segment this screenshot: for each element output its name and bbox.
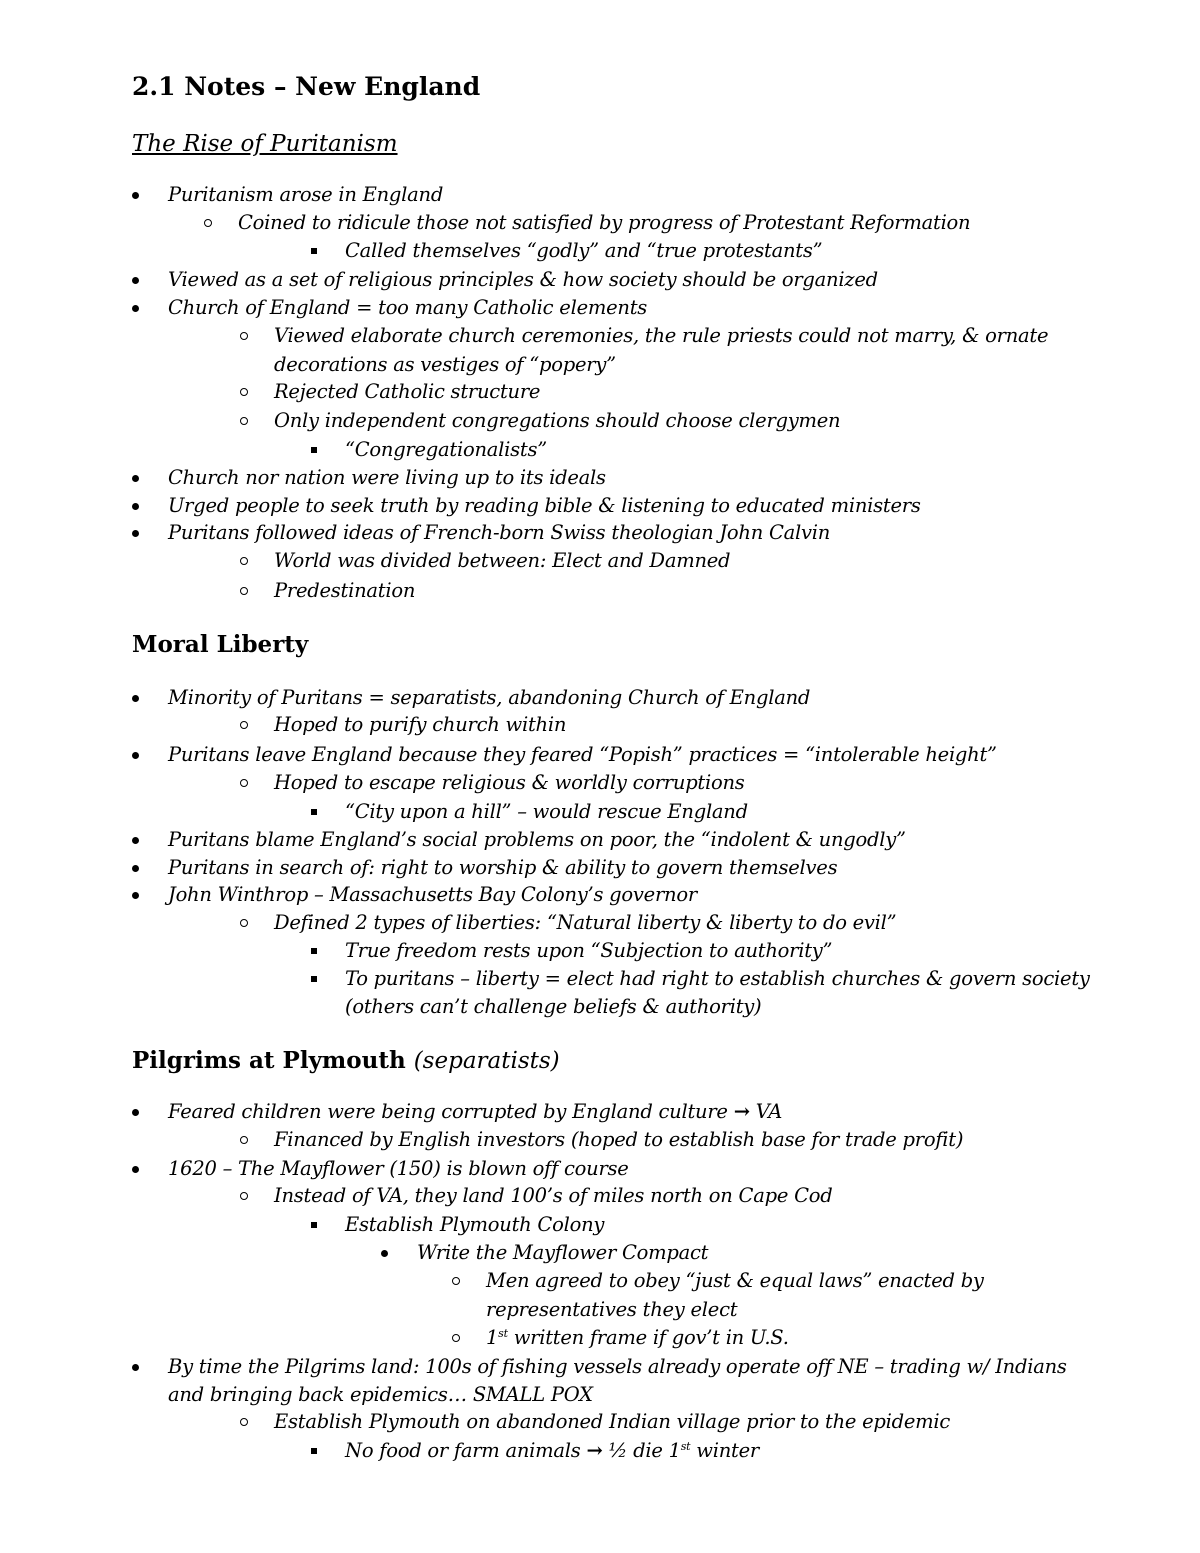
list-item-continuation: representatives they elect: [486, 1298, 738, 1321]
bullet-disc-icon: [132, 881, 154, 909]
list-item: “City upon a hill” – would rescue England: [311, 798, 748, 826]
bullet-disc-icon: [132, 1353, 154, 1381]
list-item: Puritans leave England because they feared “Popish” practices = “intolerable height”: [132, 741, 997, 769]
list-item: Feared children were being corrupted by England culture → VA: [132, 1098, 782, 1126]
list-item: Hoped to escape religious & worldly corruptions: [240, 769, 745, 797]
list-item: Establish Plymouth on abandoned Indian village prior to the epidemic: [240, 1408, 950, 1436]
bullet-disc-icon: [132, 1155, 154, 1183]
list-item: Church nor nation were living up to its ideals: [132, 464, 606, 492]
page-title: 2.1 Notes – New England: [132, 72, 481, 101]
bullet-square-icon: [311, 237, 333, 265]
list-item: Predestination: [240, 577, 415, 605]
list-item: Church of England = too many Catholic elements: [132, 294, 647, 322]
pilgrims-heading-text: Pilgrims at Plymouth: [132, 1047, 406, 1074]
bullet-circle-icon: [240, 1126, 262, 1154]
bullet-circle-icon: [240, 909, 262, 937]
bullet-square-icon: [311, 965, 333, 993]
bullet-circle-icon: [240, 711, 262, 739]
bullet-disc-icon: [132, 519, 154, 547]
list-item: Financed by English investors (hoped to establish base for trade profit): [240, 1126, 963, 1154]
list-item: Urged people to seek truth by reading bible & listening to educated ministers: [132, 492, 921, 520]
right-arrow-icon: →: [733, 1100, 750, 1123]
list-item: Puritans followed ideas of French-born Swiss theologian John Calvin: [132, 519, 830, 547]
bullet-disc-icon: [132, 464, 154, 492]
list-item: Instead of VA, they land 100’s of miles north on Cape Cod: [240, 1182, 832, 1210]
list-item: World was divided between: Elect and Damned: [240, 547, 730, 575]
list-item: Viewed as a set of religious principles & how society should be organized: [132, 266, 878, 294]
bullet-square-icon: [311, 937, 333, 965]
bullet-circle-icon: [240, 1408, 262, 1436]
bullet-disc-icon: [132, 181, 154, 209]
list-item: By time the Pilgrims land: 100s of fishing vessels already operate off NE – trading w/ Indians: [132, 1353, 1067, 1381]
bullet-circle-icon: [240, 547, 262, 575]
list-item: Viewed elaborate church ceremonies, the rule priests could not marry, & ornate: [240, 322, 1048, 350]
bullet-disc-icon: [132, 684, 154, 712]
list-item: Defined 2 types of liberties: “Natural liberty & liberty to do evil”: [240, 909, 896, 937]
bullet-disc-icon: [132, 294, 154, 322]
pilgrims-heading: [132, 1045, 560, 1077]
list-item: Coined to ridicule those not satisfied by progress of Protestant Reformation: [204, 209, 970, 237]
list-item: Establish Plymouth Colony: [311, 1211, 604, 1239]
list-item-continuation: (others can’t challenge beliefs & authority): [345, 995, 762, 1018]
bullet-disc-icon: [132, 741, 154, 769]
bullet-circle-icon: [240, 1182, 262, 1210]
list-item-continuation: and bringing back epidemics… SMALL POX: [168, 1383, 593, 1406]
list-item: Men agreed to obey “just & equal laws” enacted by: [452, 1267, 984, 1295]
bullet-square-icon: [311, 1437, 333, 1465]
list-item: “Congregationalists”: [311, 436, 547, 464]
list-item: Hoped to purify church within: [240, 711, 566, 739]
bullet-disc-icon: [132, 492, 154, 520]
bullet-circle-icon: [452, 1324, 474, 1352]
list-item: Called themselves “godly” and “true protestants”: [311, 237, 822, 265]
moral-liberty-heading: Moral Liberty: [132, 631, 309, 658]
right-arrow-icon: →: [586, 1439, 603, 1462]
list-item: Minority of Puritans = separatists, abandoning Church of England: [132, 684, 810, 712]
list-item: John Winthrop – Massachusetts Bay Colony’s governor: [132, 881, 697, 909]
list-item: Puritans blame England’s social problems on poor, the “indolent & ungodly”: [132, 826, 906, 854]
list-item: True freedom rests upon “Subjection to authority”: [311, 937, 832, 965]
bullet-circle-icon: [240, 577, 262, 605]
list-item-continuation: decorations as vestiges of “popery”: [274, 353, 616, 376]
list-item: Puritanism arose in England: [132, 181, 443, 209]
bullet-disc-icon: [132, 826, 154, 854]
list-item: 1st written frame if gov’t in U.S.: [452, 1324, 789, 1352]
bullet-circle-icon: [240, 407, 262, 435]
list-item: To puritans – liberty = elect had right to establish churches & govern society: [311, 965, 1090, 993]
bullet-square-icon: [311, 436, 333, 464]
list-item: Puritans in search of: right to worship & ability to govern themselves: [132, 854, 837, 882]
bullet-square-icon: [311, 1211, 333, 1239]
bullet-circle-icon: [240, 378, 262, 406]
bullet-disc-icon: [132, 1098, 154, 1126]
list-item: 1620 – The Mayflower (150) is blown off course: [132, 1155, 629, 1183]
bullet-circle-icon: [240, 769, 262, 797]
bullet-disc-icon: [132, 854, 154, 882]
bullet-circle-icon: [452, 1267, 474, 1295]
list-item: Only independent congregations should choose clergymen: [240, 407, 840, 435]
bullet-circle-icon: [240, 322, 262, 350]
rise-heading: The Rise of Puritanism: [132, 131, 398, 157]
bullet-disc-icon: [381, 1239, 403, 1267]
list-item: No food or farm animals → ½ die 1st winter: [311, 1437, 759, 1465]
list-item: Rejected Catholic structure: [240, 378, 540, 406]
pilgrims-heading-suffix: (separatists): [413, 1048, 560, 1074]
bullet-disc-icon: [132, 266, 154, 294]
bullet-circle-icon: [204, 209, 226, 237]
list-item: Write the Mayflower Compact: [381, 1239, 708, 1267]
bullet-square-icon: [311, 798, 333, 826]
